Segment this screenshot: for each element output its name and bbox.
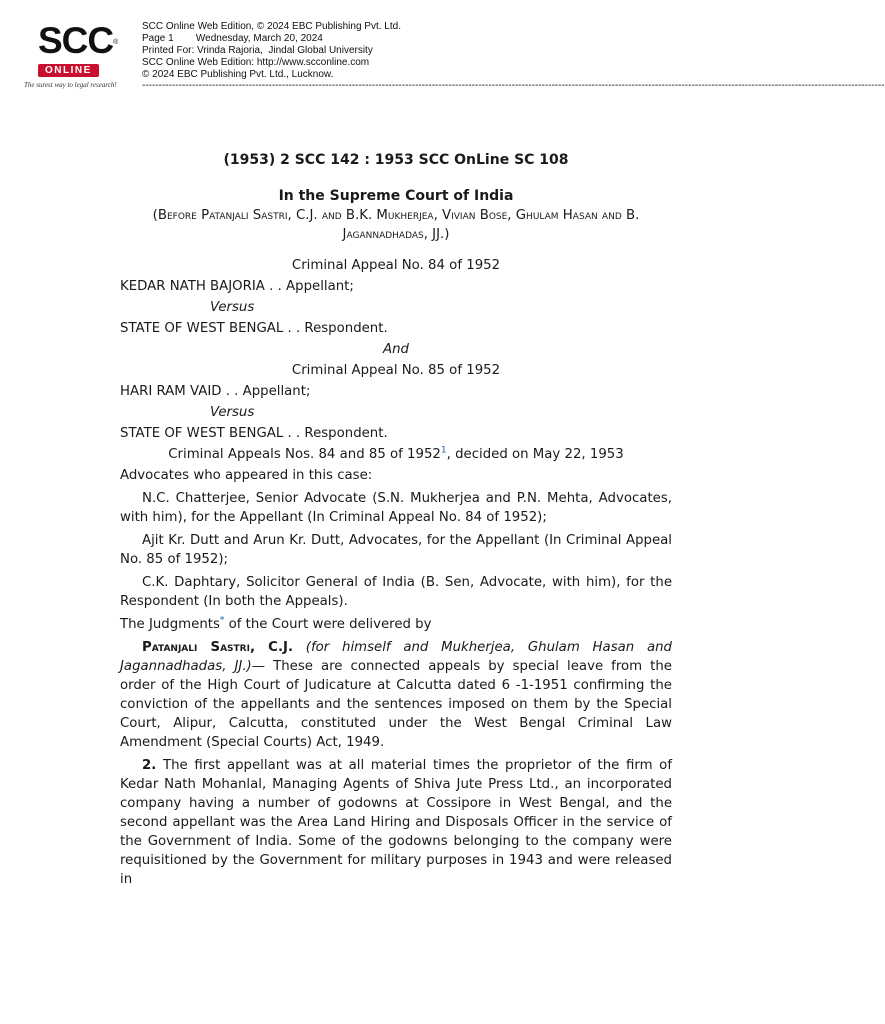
concurring-judges: (for himself and Mukherjea, Ghulam Hasan and Jagannadhadas, JJ.) <box>120 640 672 674</box>
versus-1: Versus <box>210 300 255 315</box>
case-number-2: Criminal Appeal No. 85 of 1952 <box>291 363 501 378</box>
and-separator: And <box>383 342 409 357</box>
logo-brand: SCC <box>38 20 114 61</box>
print-header <box>142 21 885 91</box>
footnote-link-1[interactable]: 1 <box>440 445 447 456</box>
header-dashed-rule: ------------------------------------------------------------------------------------------------------------------------------------------------------------------------------------------------------------------------------- <box>142 80 885 91</box>
judgments-text-rest: of the Court were delivered by <box>224 617 432 632</box>
header-line-printed-for: Printed For: Vrinda Rajoria, Jindal Global University <box>142 45 373 56</box>
advocates-heading: Advocates who appeared in this case: <box>120 468 373 483</box>
header-line-copyright: © 2024 EBC Publishing Pvt. Ltd., Lucknow. <box>142 69 334 80</box>
judgments-delivered-by <box>120 615 672 634</box>
advocate-para-3: C.K. Daphtary, Solicitor General of India (B. Sen, Advocate, with him), for the Respondent (In both the Appeals). <box>120 575 672 609</box>
judgments-text: The Judgments <box>120 617 220 632</box>
paragraph-2-number: 2. <box>142 758 157 773</box>
scc-online-logo <box>24 20 132 90</box>
decided-line <box>120 445 672 464</box>
respondent-2: STATE OF WEST BENGAL . . Respondent. <box>120 426 388 441</box>
appellant-2: HARI RAM VAID . . Appellant; <box>120 384 311 399</box>
paragraph-2-text: The first appellant was at all material times the proprietor of the firm of Kedar Nath Mohanlal, Managing Agents of Shiva Jute Press Ltd., an incorporated company having a number of godowns at Cossipore in West Bengal, and the second appellant was the Area Land Hiring and Disposals Officer in the service of the Government of India. Some of the godowns belonging to the company were requisitioned by the Government for military purposes in 1943 and were released in <box>120 758 672 887</box>
decided-date: , decided on May 22, 1953 <box>446 447 624 462</box>
judge-name: Patanjali Sastri, C.J. <box>142 640 293 655</box>
case-number-1: Criminal Appeal No. 84 of 1952 <box>291 258 501 273</box>
advocate-para-2: Ajit Kr. Dutt and Arun Kr. Dutt, Advocates, for the Appellant (In Criminal Appeal No. 85 of 1952); <box>120 533 672 567</box>
appellant-1: KEDAR NATH BAJORIA . . Appellant; <box>120 279 354 294</box>
logo-online-badge: ONLINE <box>38 64 99 77</box>
logo-tagline: The surest way to legal research! <box>24 81 117 89</box>
advocate-para-1: N.C. Chatterjee, Senior Advocate (S.N. Mukherjea and P.N. Mehta, Advocates, with him), for the Appellant (In Criminal Appeal No. 84 of 1952); <box>120 491 672 525</box>
footnote-link-star[interactable]: * <box>219 615 225 626</box>
case-citation: (1953) 2 SCC 142 : 1953 SCC OnLine SC 108 <box>223 152 569 168</box>
bench: (Before Patanjali Sastri, C.J. and B.K. Mukherjea, Vivian Bose, Ghulam Hasan and B. Jagannadhadas, JJ.) <box>152 208 640 242</box>
registered-mark: ® <box>113 39 119 46</box>
header-line-edition: SCC Online Web Edition, © 2024 EBC Publishing Pvt. Ltd. <box>142 21 401 32</box>
versus-2: Versus <box>210 405 255 420</box>
header-line-page: Page 1 Wednesday, March 20, 2024 <box>142 33 323 44</box>
decided-text: Criminal Appeals Nos. 84 and 85 of 1952 <box>168 447 441 462</box>
header-line-url: SCC Online Web Edition: http://www.scconline.com <box>142 57 370 68</box>
paragraph-1 <box>120 638 672 752</box>
respondent-1: STATE OF WEST BENGAL . . Respondent. <box>120 321 388 336</box>
paragraph-1-text: — These are connected appeals by special leave from the order of the High Court of Judicature at Calcutta dated 6 -1-1951 confirming the conviction of the appellants and the sentences imposed on them by the Special Court, Alipur, Calcutta, constituted under the West Bengal Criminal Law Amendment (Special Courts) Act, 1949. <box>120 659 672 750</box>
judgment-document <box>120 148 672 889</box>
court-name: In the Supreme Court of India <box>278 188 514 204</box>
paragraph-2 <box>120 756 672 889</box>
